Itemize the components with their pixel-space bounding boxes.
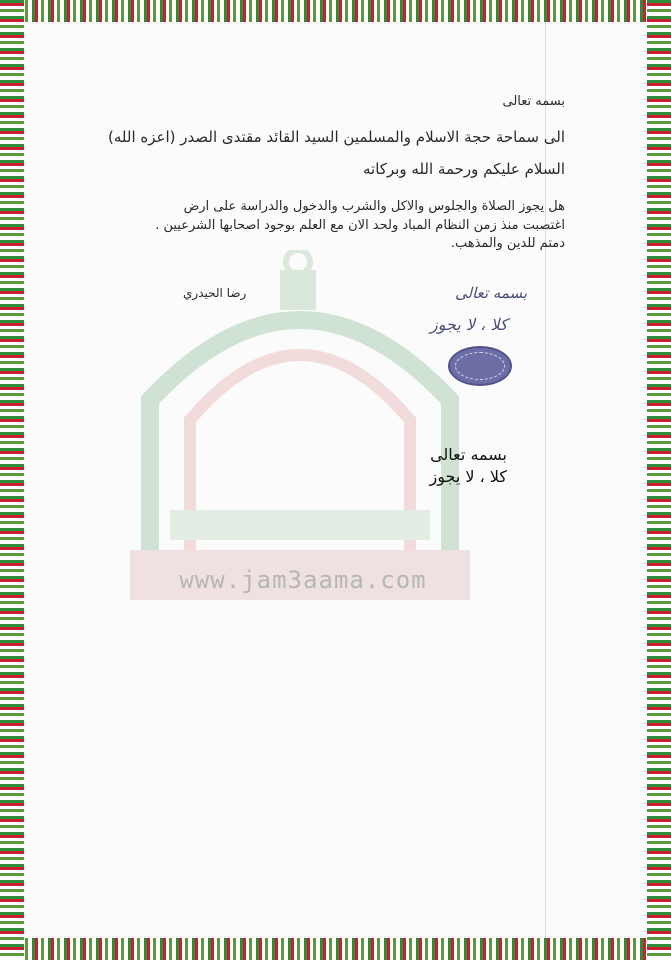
decorative-border-left — [0, 0, 24, 960]
letter-greeting: بسمه تعالى — [502, 94, 565, 109]
question-line: اغتصبت منذ زمن النظام المباد ولحد الان مع العلم بوجود اصحابها الشرعيين . — [155, 217, 565, 233]
decorative-border-top — [0, 0, 671, 22]
mosque-watermark-icon — [130, 250, 470, 620]
letter-question — [145, 198, 565, 254]
official-seal-icon — [448, 346, 512, 386]
typed-answer-text: كلا ، لا يجوز — [429, 467, 507, 486]
decorative-border-right — [647, 0, 671, 960]
question-line: هل يجوز الصلاة والجلوس والاكل والشرب والدخول والدراسة على ارض — [183, 199, 565, 214]
handwritten-answer: كلا ، لا يجوز — [430, 315, 508, 334]
letter-signature: رضا الحيدري — [183, 286, 247, 300]
letter-salutation: السلام عليكم ورحمة الله وبركاته — [363, 160, 565, 178]
decorative-border-bottom — [0, 938, 671, 960]
watermark-url: www.jam3aama.com — [179, 566, 427, 594]
typed-answer-heading: بسمه تعالى — [430, 445, 507, 464]
question-line: دمتم للدين والمذهب. — [450, 236, 565, 251]
handwritten-heading: بسمه تعالى — [455, 284, 528, 302]
typed-answer — [430, 444, 507, 488]
letter-addressee: الى سماحة حجة الاسلام والمسلمين السيد القائد مقتدى الصدر (اعزه الله) — [108, 128, 565, 146]
